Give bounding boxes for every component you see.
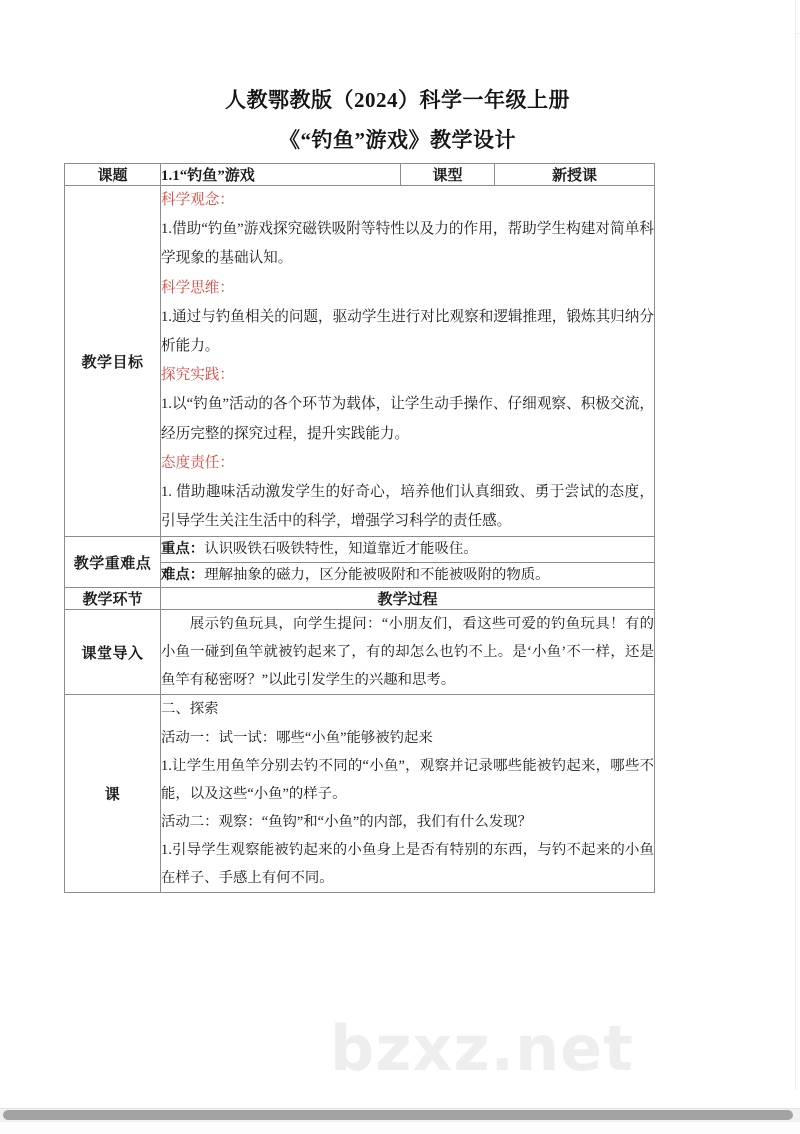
objective-heading-attitude: 态度责任： (161, 454, 234, 471)
topic-label: 课题 (65, 164, 161, 186)
objective-body-practice: 1.以“钓鱼”活动的各个环节为载体，让学生动手操作、仔细观察、积极交流，经历完整的探究过程，提升实践能力。 (161, 396, 654, 442)
key-point-cell (161, 537, 655, 562)
difficult-point-tag: 难点： (161, 566, 205, 583)
explore-line-activity-1-body: 1.让学生用鱼竿分别去钓不同的“小鱼”，观察并记录哪些能被钓起来，哪些不能，以及这些“小鱼”的样子。 (161, 757, 654, 802)
stage-label: 教学环节 (65, 588, 161, 610)
course-type-label: 课型 (401, 164, 495, 186)
intro-text: 展示钓鱼玩具，向学生提问：“小朋友们，看这些可爱的钓鱼玩具！有的小鱼一碰到鱼竿就被钓起来了，有的却怎么也钓不上。是‘小鱼’不一样，还是鱼竿有秘密呀？”以此引发学生的兴趣和思考。 (161, 616, 654, 689)
table-row-key-point (65, 537, 655, 562)
objective-body-thinking: 1.通过与钓鱼相关的问题，驱动学生进行对比观察和逻辑推理，锻炼其归纳分析能力。 (161, 308, 654, 354)
course-type-value: 新授课 (495, 164, 655, 186)
key-point-text: 认识吸铁石吸铁特性，知道靠近才能吸住。 (204, 541, 478, 558)
explore-line-activity-1-title: 活动一：试一试：哪些“小鱼”能够被钓起来 (161, 729, 433, 746)
page-right-edge (795, 0, 796, 1090)
horizontal-scrollbar-thumb[interactable] (3, 1110, 793, 1120)
objective-body-attitude: 1. 借助趣味活动激发学生的好奇心，培养他们认真细致、勇于尝试的态度，引导学生关注生活中的科学，增强学习科学的责任感。 (161, 483, 654, 530)
site-watermark: bzxz.net (330, 1012, 634, 1085)
table-row-intro (65, 610, 655, 695)
topic-value: 1.1“钓鱼”游戏 (161, 164, 401, 186)
process-header: 教学过程 (161, 588, 655, 610)
page-bottom-gap (0, 1090, 800, 1108)
table-row-objectives (65, 186, 655, 537)
objectives-label: 教学目标 (65, 186, 161, 537)
objectives-content (161, 186, 655, 537)
explore-line-activity-2-body: 1.引导学生观察能被钓起来的小鱼身上是否有特别的东西，与钓不起来的小鱼在样子、手感上有何不同。 (161, 841, 654, 886)
difficult-point-text: 理解抽象的磁力，区分能被吸附和不能被吸附的物质。 (204, 566, 550, 583)
explore-content (161, 695, 655, 893)
table-row-topic (65, 164, 655, 186)
objective-body-concept: 1.借助“钓鱼”游戏探究磁铁吸附等特性以及力的作用，帮助学生构建对简单科学现象的基础认知。 (161, 221, 654, 267)
document-title-line-2: 《“钓鱼”游戏》教学设计 (279, 128, 516, 152)
explore-line-heading: 二、探索 (161, 701, 219, 718)
table-row-stage-header (65, 588, 655, 610)
intro-content (161, 610, 655, 695)
lesson-plan-table (64, 163, 655, 893)
intro-label: 课堂导入 (65, 610, 161, 695)
explore-label: 课 (65, 695, 161, 893)
key-point-tag: 重点： (161, 541, 205, 558)
document-title-line-1: 人教鄂教版（2024）科学一年级上册 (225, 88, 570, 112)
key-difficult-label: 教学重难点 (65, 537, 161, 588)
difficult-point-cell (161, 562, 655, 587)
objective-heading-practice: 探究实践： (161, 367, 234, 384)
explore-line-activity-2-title: 活动二：观察：“鱼钩”和“小鱼”的内部，我们有什么发现？ (161, 813, 532, 830)
objective-heading-concept: 科学观念： (161, 192, 234, 208)
objective-heading-thinking: 科学思维： (161, 279, 234, 296)
table-row-explore (65, 695, 655, 893)
